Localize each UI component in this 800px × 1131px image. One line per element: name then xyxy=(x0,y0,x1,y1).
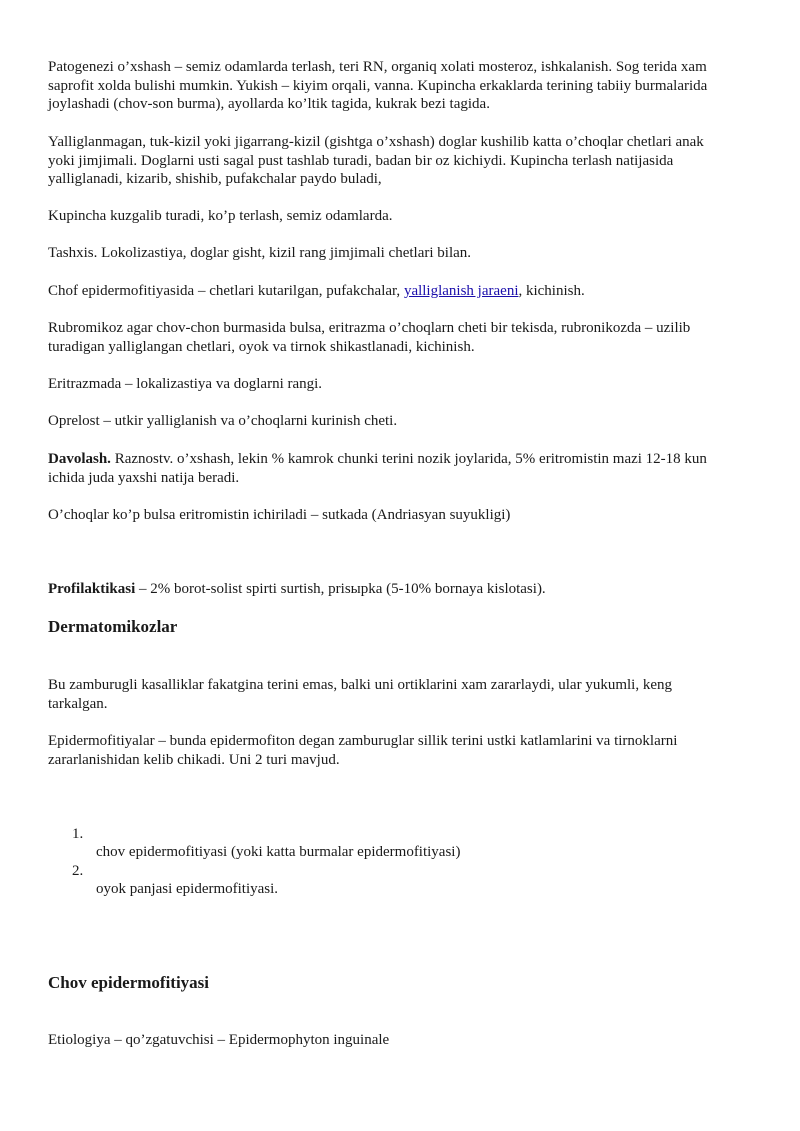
paragraph-davolash xyxy=(48,450,728,487)
heading-dermatomikozlar: Dermatomikozlar xyxy=(48,617,178,636)
paragraph-rubromikoz: Rubromikoz agar chov-chon burmasida bulsa, eritrazma o’choqlarn cheti bir tekisda, rubronikozda – uzilib turadigan yalliglangan chetlari, oyok va tirnok shikastlanadi, kichinish. xyxy=(48,320,691,355)
paragraph-chof-text: Chof epidermofitiyasida – chetlari kutarilgan, pufakchalar, xyxy=(48,283,404,299)
list-number-1: 1. xyxy=(72,826,84,842)
paragraph-yalliglanmagan: Yalliglanmagan, tuk-kizil yoki jigarrang-kizil (gishtga o’xshash) doglar kushilib katta o’choqlar chetlari anak yoki jimjimali. Doglarni usti sagal pust tashlab turadi, badan bir oz kichiydi. Kupincha terlash natijasida yalliglanadi, kizarib, shishib, pufakchalar paydo buladi, xyxy=(48,134,704,187)
paragraph-patogenezi: Patogenezi o’xshash – semiz odamlarda terlash, teri RN, organiq xolati mosteroz, ishkalanish. Sog terida xam saprofit xolda bulishi mumkin. Yukish – kiyim orqali, vanna. Kupincha erkaklarda terining tabiiy burmalarida joylashadi (chov-son burma), ayollarda ko’ltik tagida, kukrak bezi tagida. xyxy=(48,59,708,112)
paragraph-profilaktikasi xyxy=(48,580,728,599)
paragraph-epidermofitiyalar: Epidermofitiyalar – bunda epidermofiton degan zamburuglar sillik terini ustki katlamlarini va tirnoklarni zararlanishidan kelib chikadi. Uni 2 turi mavjud. xyxy=(48,733,678,768)
paragraph-ochoqlar: O’choqlar ko’p bulsa eritromistin ichiriladi – sutkada (Andriasyan suyukligi) xyxy=(48,507,511,523)
paragraph-kuzgalib: Kupincha kuzgalib turadi, ko’p terlash, semiz odamlarda. xyxy=(48,208,393,224)
paragraph-etiologiya: Etiologiya – qo’zgatuvchisi – Epidermophyton inguinale xyxy=(48,1032,390,1048)
list-item-2: oyok panjasi epidermofitiyasi. xyxy=(96,881,279,897)
paragraph-zamburugli: Bu zamburugli kasalliklar fakatgina terini emas, balki uni ortiklarini xam zararlaydi, ular yukumli, keng tarkalgan. xyxy=(48,677,672,712)
yalliglanish-link[interactable]: yalliglanish jaraeni xyxy=(403,283,519,299)
paragraph-chof xyxy=(48,282,728,301)
paragraph-tashxis: Tashxis. Lokolizastiya, doglar gisht, kizil rang jimjimali chetlari bilan. xyxy=(48,245,472,261)
davolash-text: Raznostv. o’xshash, lekin % kamrok chunki terini nozik joylarida, 5% eritromistin mazi 12-18 kun ichida juda yaxshi natija beradi. xyxy=(48,451,707,486)
davolash-label: Davolash. xyxy=(48,451,111,467)
profilaktikasi-label: Profilaktikasi xyxy=(48,581,136,597)
list-number-2: 2. xyxy=(72,863,84,879)
paragraph-eritrazma: Eritrazmada – lokalizastiya va doglarni rangi. xyxy=(48,376,323,392)
heading-chov-epidermofitiyasi: Chov epidermofitiyasi xyxy=(48,973,210,992)
profilaktikasi-text: – 2% borot-solist spirti surtish, prisыpka (5-10% bornaya kislotasi). xyxy=(135,581,546,597)
paragraph-oprelost: Oprelost – utkir yalliglanish va o’choqlarni kurinish cheti. xyxy=(48,413,398,429)
paragraph-chof-tail: , kichinish. xyxy=(518,283,585,299)
list-item-1: chov epidermofitiyasi (yoki katta burmalar epidermofitiyasi) xyxy=(96,844,461,860)
